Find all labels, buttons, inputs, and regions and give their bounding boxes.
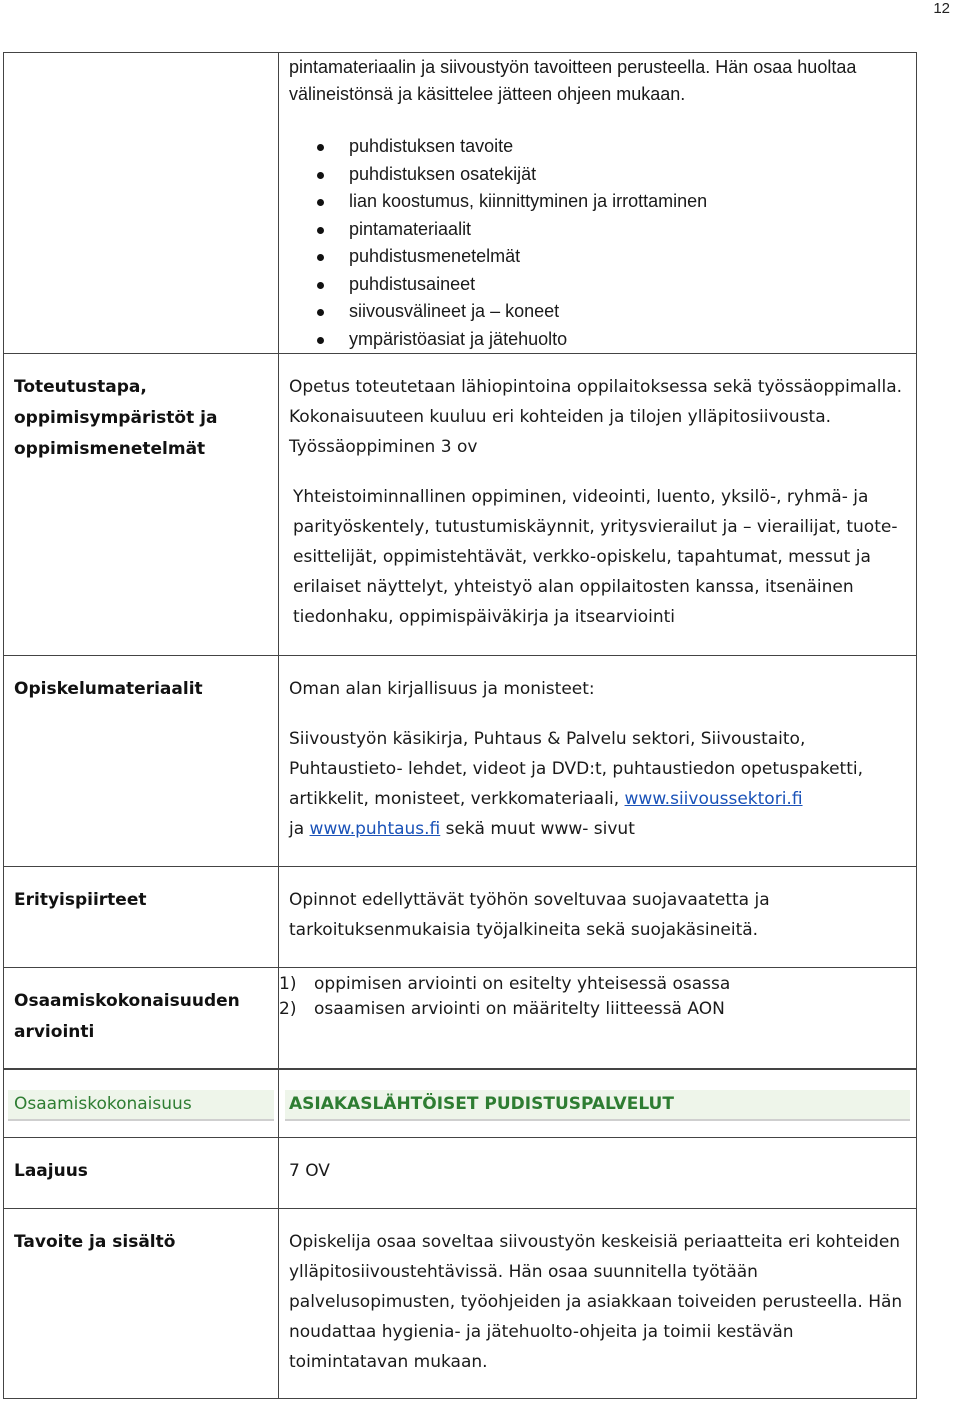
module-details-table	[3, 52, 917, 1069]
row-goal-content	[4, 1209, 917, 1399]
methods-text: Yhteistoiminnallinen oppiminen, videointi, luento, yksilö-, ryhmä- ja parityöskentely, tutustumiskäynnit, yritysvierailut ja – vierailijat, tuote-esittelijät, oppimistehtävät, verkko-opiskelu, tapahtumat, messut ja erilaiset näyttelyt, yhteistyö alan oppilaitosten kanssa, itsenäinen tiedonhaku, oppimispäiväkirja ja itsearviointi	[293, 487, 898, 627]
bullet-dot-icon	[317, 309, 324, 316]
goal-label: Tavoite ja sisältö	[14, 1232, 176, 1252]
label-cell	[4, 1070, 279, 1138]
value-cell	[279, 1070, 917, 1138]
label-cell	[4, 867, 279, 968]
scope-label: Laajuus	[14, 1161, 88, 1181]
value-cell	[279, 656, 917, 867]
bullet-dot-icon	[317, 254, 324, 261]
materials-heading: Oman alan kirjallisuus ja monisteet:	[289, 679, 595, 699]
competence-module-table	[3, 1069, 917, 1399]
bullet-item: puhdistuksen osatekijät	[279, 161, 916, 189]
bullet-dot-icon	[317, 337, 324, 344]
bullet-dot-icon	[317, 172, 324, 179]
label-cell	[4, 656, 279, 867]
bullet-dot-icon	[317, 199, 324, 206]
value-cell	[279, 968, 917, 1069]
bullet-item: puhdistuksen tavoite	[279, 133, 916, 161]
row-assessment	[4, 968, 917, 1069]
module-header-title: ASIAKASLÄHTÖISET PUDISTUSPALVELUT	[285, 1090, 910, 1121]
content-bullet-list	[279, 133, 916, 353]
implementation-label: Toteutustapa, oppimisympäristöt ja oppimismenetelmät	[14, 377, 218, 459]
goal-text: Opiskelija osaa soveltaa siivoustyön keskeisiä periaatteita eri kohteiden ylläpitosiivoustehtävissä. Hän osaa suunnitella työtään palvelusopimusten, työohjeiden ja asiakkaan toiveiden perusteella. Hän noudattaa hygienia- ja jätehuolto-ohjeita ja toimii kestävän toimintatavan mukaan.	[289, 1232, 903, 1372]
bullet-item: lian koostumus, kiinnittyminen ja irrottaminen	[279, 188, 916, 216]
label-cell	[4, 1138, 279, 1209]
puhtaus-link[interactable]: www.puhtaus.fi	[309, 819, 441, 839]
row-materials	[4, 656, 917, 867]
assessment-label: Osaamiskokonaisuuden arviointi	[14, 991, 240, 1042]
row-scope	[4, 1138, 917, 1209]
list-item: 1) oppimisen arviointi on esitelty yhteisessä osassa	[279, 974, 731, 994]
empty-label-cell	[4, 53, 279, 354]
bullet-item: puhdistusaineet	[279, 271, 916, 299]
bullet-item: ympäristöasiat ja jätehuolto	[279, 326, 916, 354]
materials-text: Siivoustyön käsikirja, Puhtaus & Palvelu sektori, Siivoustaito, Puhtaustieto- lehdet, videot ja DVD:t, puhtaustiedon opetuspaketti, artikkelit, monisteet, verkkomateriaali, www.siivoussektori.fi ja www.puhtaus.fi sekä muut www- sivut	[289, 729, 864, 839]
intro-text: pintamateriaalin ja siivoustyön tavoitteen perusteella. Hän osaa huoltaa välineistönsä ja käsittelee jätteen ohjeen mukaan.	[289, 57, 857, 104]
value-cell	[279, 1138, 917, 1209]
row-implementation	[4, 354, 917, 656]
bullet-dot-icon	[317, 227, 324, 234]
bullet-item: puhdistusmenetelmät	[279, 243, 916, 271]
bullet-item: siivousvälineet ja – koneet	[279, 298, 916, 326]
label-cell	[4, 354, 279, 656]
special-features-label: Erityispiirteet	[14, 890, 147, 910]
label-cell	[4, 1209, 279, 1399]
content-cell	[279, 53, 917, 354]
bullet-dot-icon	[317, 282, 324, 289]
value-cell	[279, 867, 917, 968]
special-features-text: Opinnot edellyttävät työhön soveltuvaa suojavaatetta ja tarkoituksenmukaisia työjalkineita sekä suojakäsineitä.	[289, 890, 770, 940]
bullet-item: pintamateriaalit	[279, 216, 916, 244]
value-cell	[279, 1209, 917, 1399]
row-module-header	[4, 1070, 917, 1138]
label-cell	[4, 968, 279, 1069]
bullet-dot-icon	[317, 144, 324, 151]
value-cell	[279, 354, 917, 656]
module-header-label: Osaamiskokonaisuus	[8, 1090, 274, 1121]
page-number: 12	[933, 0, 950, 17]
list-item: 2) osaamisen arviointi on määritelty liitteessä AON	[279, 999, 725, 1019]
assessment-list	[279, 968, 916, 1022]
row-content-list	[4, 53, 917, 354]
scope-value: 7 OV	[289, 1161, 330, 1181]
implementation-text: Opetus toteutetaan lähiopintoina oppilaitoksessa sekä työssäoppimalla. Kokonaisuuteen kuuluu eri kohteiden ja tilojen ylläpitosiivousta. Työssäoppiminen 3 ov	[289, 377, 903, 457]
siivoussektori-link[interactable]: www.siivoussektori.fi	[624, 789, 803, 809]
row-special-features	[4, 867, 917, 968]
materials-label: Opiskelumateriaalit	[14, 679, 203, 699]
